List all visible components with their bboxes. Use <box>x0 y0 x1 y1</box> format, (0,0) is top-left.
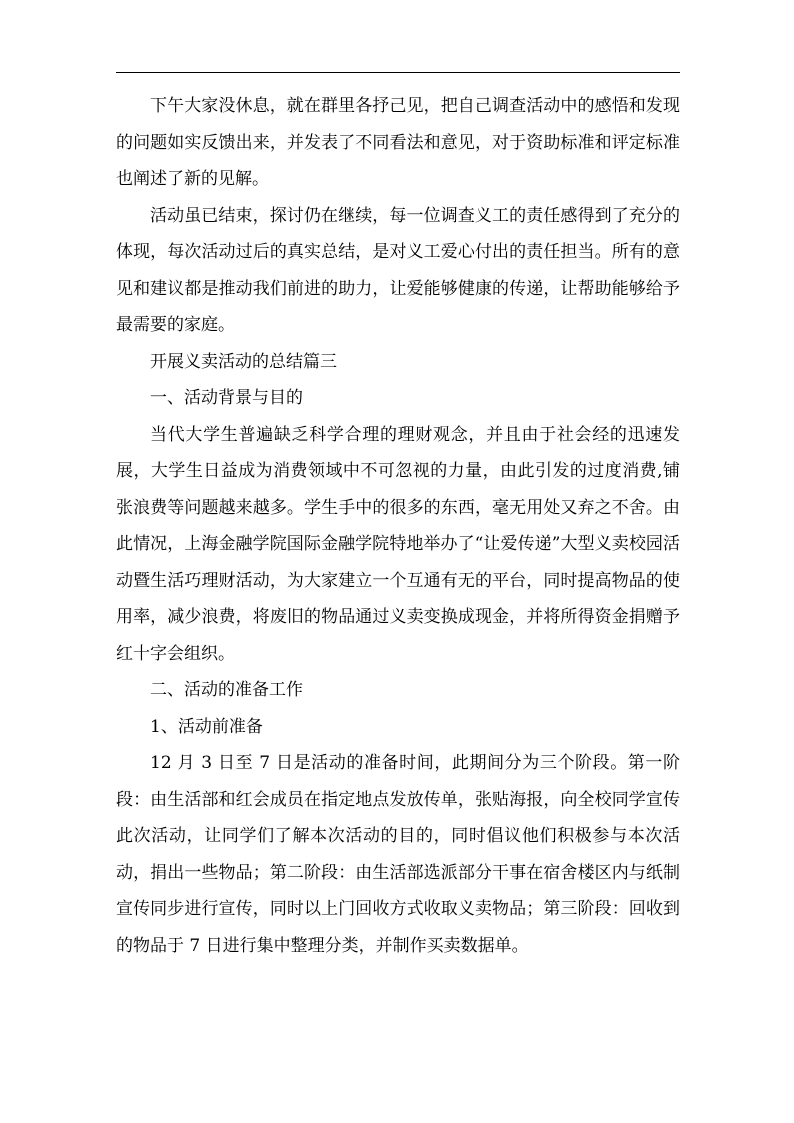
paragraph-background: 当代大学生普遍缺乏科学合理的理财观念，并且由于社会经的迅速发展，大学生日益成为消费领域中不可忽视的力量，由此引发的过度消费,铺张浪费等问题越来越多。学生手中的很多的东西，毫无用处又弃之不舍。由此情况，上海金融学院国际金融学院特地举办了“让爱传递”大型义卖校园活动暨生活巧理财活动，为大家建立一个互通有无的平台，同时提高物品的使用率，减少浪费，将废旧的物品通过义卖变换成现金，并将所得资金捐赠予红十字会组织。 <box>116 424 680 664</box>
heading-background: 一、活动背景与目的 <box>150 388 303 408</box>
paragraph-conclusion: 活动虽已结束，探讨仍在继续，每一位调查义工的责任感得到了充分的体现，每次活动过后的真实总结，是对义工爱心付出的责任担当。所有的意见和建议都是推动我们前进的助力，让爱能够健康的传递，让帮助能够给予最需要的家庭。 <box>116 205 680 335</box>
document-body <box>116 88 680 964</box>
heading-pre-activity: 1、活动前准备 <box>150 716 263 737</box>
section-title: 开展义卖活动的总结篇三 <box>150 351 337 372</box>
heading-preparation: 二、活动的准备工作 <box>150 680 303 700</box>
paragraph-discussion: 下午大家没休息，就在群里各抒己见，把自己调查活动中的感悟和发现的问题如实反馈出来，并发表了不同看法和意见，对于资助标准和评定标准也阐述了新的见解。 <box>116 96 680 189</box>
header-rule <box>116 72 680 73</box>
paragraph-preparation: 12 月 3 日至 7 日是活动的准备时间，此期间分为三个阶段。第一阶段：由生活部和红会成员在指定地点发放传单，张贴海报，向全校同学宣传此次活动，让同学们了解本次活动的目的，同时倡议他们积极参与本次活动，捐出一些物品；第二阶段：由生活部选派部分干事在宿舍楼区内与纸制宣传同步进行宣传，同时以上门回收方式收取义卖物品；第三阶段：回收到的物品于 7 日进行集中整理分类，并制作买卖数据单。 <box>116 753 680 956</box>
